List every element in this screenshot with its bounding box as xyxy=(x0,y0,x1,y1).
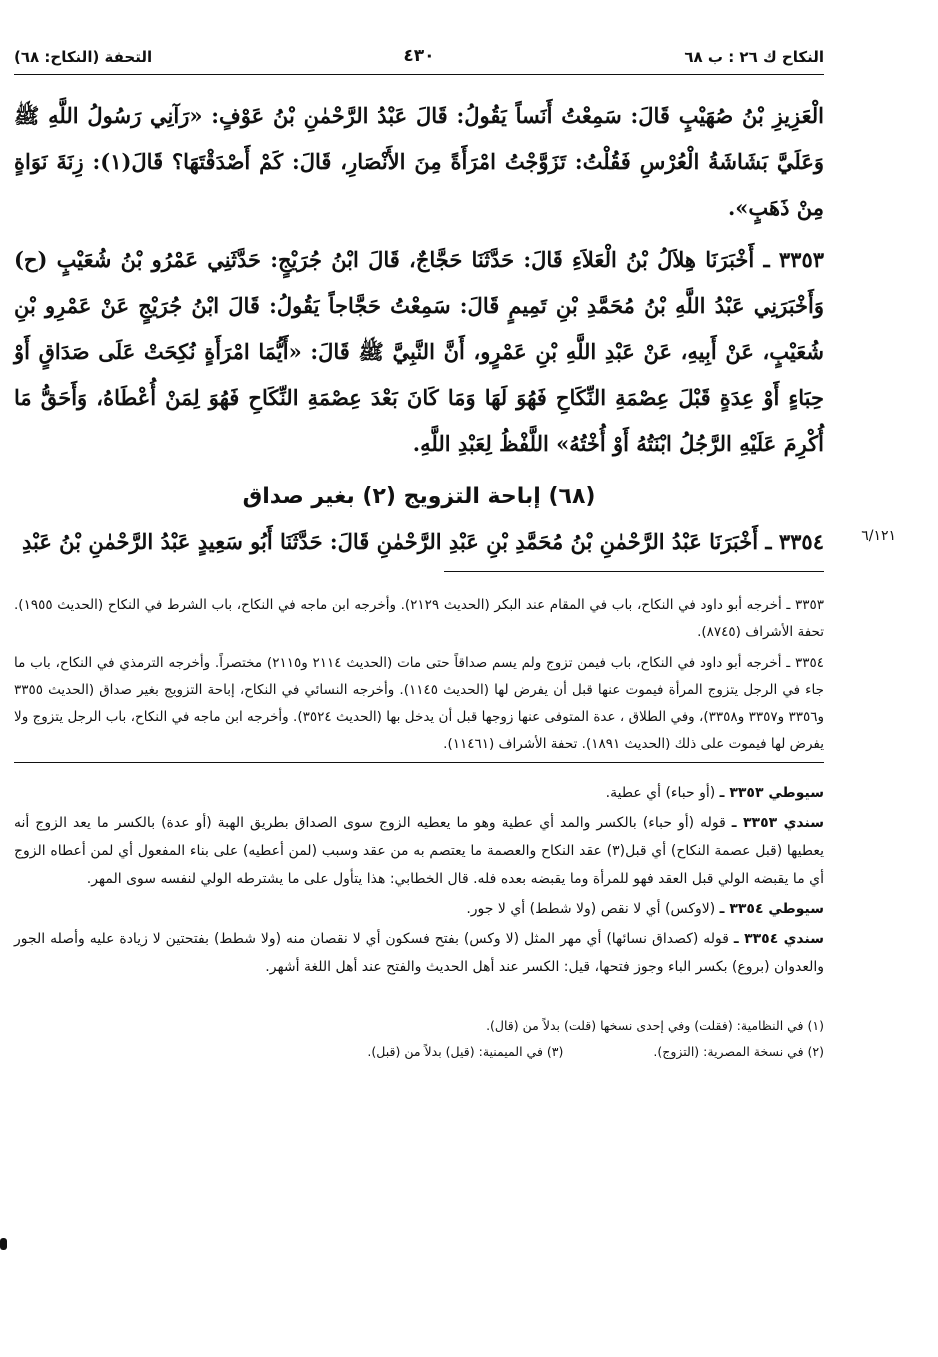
commentary-text: قوله (كصداق نسائها) أي مهر المثل (لا وكس) بفتح فسكون أي لا نقصان منه (ولا شطط) بفتحتين لا زيادة عليه وأصله الجور والعدوان (بروع) بكسر الباء وجوز فتحها، قيل: الكسر عند أهل الحديث والفتح عند أهل اللغة أشهر. xyxy=(14,931,824,975)
page-notes xyxy=(14,1009,824,1065)
takhrij-3354: ٣٣٥٤ ـ أخرجه أبو داود في النكاح، باب فيمن تزوج ولم يسم صداقاً حتى مات (الحديث ٢١١٤ و٢١١٥) مختصراً. وأخرجه الترمذي في النكاح، باب ما جاء في الرجل يتزوج المرأة فيموت عنها قبل أن يفرض لها (الحديث ١١٤٥). وأخرجه النسائي في النكاح، إباحة التزويج بغير صداق (الحديث ٣٣٥٥ و٣٣٥٦ و٣٣٥٧ و٣٣٥٨)، وفي الطلاق ، عدة المتوفى عنها زوجها قبل أن يدخل بها (الحديث ٣٥٢٤). وأخرجه ابن ماجه في النكاح، باب الرجل يتزوج ولا يفرض لها فيموت على ذلك (الحديث ١٨٩١). تحفة الأشراف (١١٤٦١). xyxy=(14,655,825,752)
hadith-text xyxy=(14,93,824,565)
commentary-item xyxy=(14,925,824,981)
section-rule xyxy=(444,571,824,572)
commentary-text: (لاوكس) أي لا نقص (ولا شطط) أي لا جور. xyxy=(466,901,716,917)
scan-mark xyxy=(0,1238,7,1250)
hadith-3353 xyxy=(14,237,824,467)
header-chapter-ref: النكاح ك ٢٦ : ب ٦٨ xyxy=(684,48,824,66)
commentary-text: قوله (أو حباء) بالكسر والمد أي عطية وهو ما يعطيه الزوج سوى الصداق بطريق الهبة (أو عدة) بالكسر ما يعد الزوج أنه يعطيها (قبل عصمة النكاح) أي قبل(٣) عقد النكاح والعصمة ما يعتصم به من عقد وسبب (لمن أعطيه) على بناء المفعول أي لمن أعطاه الزوج أي ما يقبضه الولي قبل العقد فهو للمرأة وما يقبضه بعده فله. قال الخطابي: هذا يتأول على ما يشترطه الولي لنفسه سوى المهر. xyxy=(14,815,824,887)
takhrij-3353: ٣٣٥٣ ـ أخرجه أبو داود في النكاح، باب في المقام عند البكر (الحديث ٢١٢٩). وأخرجه ابن ماجه في النكاح، باب الشرط في النكاح (الحديث ١٩٥٥). تحفة الأشراف (٨٧٤٥). xyxy=(14,597,824,640)
commentary-label: سندي ٣٣٥٤ ـ xyxy=(733,931,824,947)
hadith-continuation: الْعَزِيزِ بْنُ صُهَيْبٍ قَالَ: سَمِعْتُ أَنَساً يَقُولُ: قَالَ عَبْدُ الرَّحْمٰنِ بْنُ عَوْفٍ: «رَآنِي رَسُولُ اللَّهِ ﷺ وَعَلَيَّ بَشَاشَةُ الْعُرْسِ فَقُلْتُ: تَزَوَّجْتُ امْرَأَةً مِنَ الأَنْصَارِ، قَالَ: كَمْ أَصْدَقْتَهَا؟ قَالَ(١): زِنَةَ نَوَاةٍ مِنْ ذَهَبٍ». xyxy=(14,103,824,220)
commentary-item xyxy=(14,809,824,893)
hadith-number: ٣٣٥٣ ـ xyxy=(763,247,825,272)
book-page xyxy=(14,40,824,1065)
page-number: ٤٣٠ xyxy=(403,46,435,66)
running-header xyxy=(14,40,824,74)
hadith-body: أَخْبَرَنَا هِلاَلُ بْنُ الْعَلاَءِ قَالَ: حَدَّثَنَا حَجَّاجٌ، قَالَ ابْنُ جُرَيْجٍ: حَدَّثَنِي عَمْرُو بْنُ شُعَيْبٍ (ح) وَأَخْبَرَنِي عَبْدُ اللَّهِ بْنُ مُحَمَّدِ بْنِ تَمِيمٍ قَالَ: سَمِعْتُ حَجَّاجاً يَقُولُ: قَالَ ابْنُ جُرَيْجٍ عَنْ عَمْرِو بْنِ شُعَيْبٍ، عَنْ أَبِيهِ، عَنْ عَبْدِ اللَّهِ بْنِ عَمْرٍو، أَنَّ النَّبِيَّ ﷺ قَالَ: «أَيُّمَا امْرَأَةٍ نُكِحَتْ عَلَى صَدَاقٍ أَوْ حِبَاءٍ أَوْ عِدَةٍ قَبْلَ عِصْمَةِ النِّكَاحِ فَهُوَ لَهَا وَمَا كَانَ بَعْدَ عِصْمَةِ النِّكَاحِ فَهُوَ لِمَنْ أُعْطَاهُ، وَأَحَقُّ مَا أُكْرِمَ عَلَيْهِ الرَّجُلُ ابْنَتُهُ أَوْ أُخْتُهُ» اللَّفْظُ لِعَبْدِ اللَّهِ. xyxy=(14,247,824,456)
hadith-body: أَخْبَرَنَا عَبْدُ الرَّحْمٰنِ بْنُ مُحَمَّدِ بْنِ عَبْدِ الرَّحْمٰنِ قَالَ: حَدَّثَنَا أَبُو سَعِيدٍ عَبْدُ الرَّحْمٰنِ بْنُ عَبْدِ xyxy=(21,529,759,554)
note-2: (٢) في نسخة المصرية: (التزوج). xyxy=(653,1044,824,1059)
commentary-label: سندي ٣٣٥٣ ـ xyxy=(731,815,824,831)
note-3: (٣) في الميمنية: (قيل) بدلاً من (قبل). xyxy=(367,1044,564,1059)
takhrij-section xyxy=(14,582,824,758)
header-tuhfa-ref: التحفة (النكاح: ٦٨) xyxy=(14,48,153,66)
notes-row xyxy=(14,1039,824,1065)
chapter-heading: (٦٨) إباحة التزويج (٢) بغير صداق xyxy=(242,484,596,509)
commentary-section xyxy=(14,771,824,981)
commentary-text: (أو حباء) أي عطية. xyxy=(605,785,716,801)
note-1: (١) في النظامية: (فقلت) وفي إحدى نسخها (قلت) بدلاً من (قال). xyxy=(486,1018,824,1033)
commentary-item xyxy=(14,779,824,807)
hadith-3354 xyxy=(14,519,824,565)
margin-reference: ٦/١٢١ xyxy=(861,528,896,544)
commentary-rule xyxy=(14,762,824,763)
hadith-number: ٣٣٥٤ ـ xyxy=(765,529,824,554)
commentary-item xyxy=(14,895,824,923)
commentary-label: سيوطي ٣٣٥٣ ـ xyxy=(719,785,824,801)
header-rule xyxy=(14,74,824,75)
commentary-label: سيوطي ٣٣٥٤ ـ xyxy=(719,901,824,917)
